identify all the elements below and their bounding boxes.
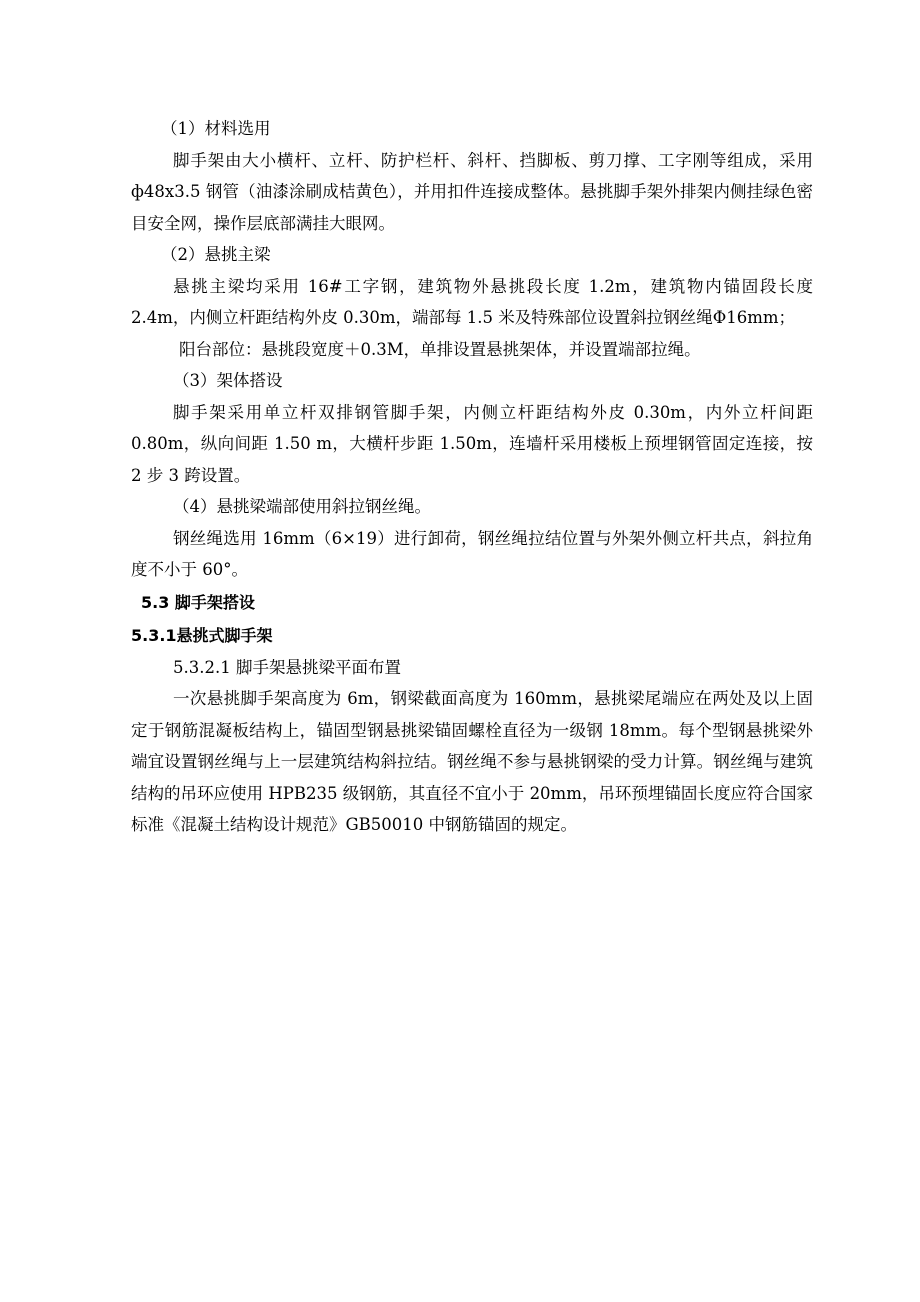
paragraph-frame-erection: 脚手架采用单立杆双排钢管脚手架，内侧立杆距结构外皮 0.30m，内外立杆间距 0.80m，纵向间距 1.50 m，大横杆步距 1.50m，连墙杆采用楼板上预埋钢管固定连接，按 2 步 3 跨设置。	[131, 402, 813, 485]
paragraph-cantilever-beam: 悬挑主梁均采用 16#工字钢，建筑物外悬挑段长度 1.2m，建筑物内锚固段长度 2.4m，内侧立杆距结构外皮 0.30m，端部每 1.5 米及特殊部位设置斜拉钢丝绳Φ16mm；	[131, 276, 813, 327]
section-title-5-3: 5.3 脚手架搭设	[141, 592, 255, 612]
paragraph-cantilever-layout: 一次悬挑脚手架高度为 6m，钢梁截面高度为 160mm，悬挑梁尾端应在两处及以上固定于钢筋混凝板结构上，锚固型钢悬挑梁锚固螺栓直径为一级钢 18mm。每个型钢悬挑梁外端宜设置钢丝绳与上一层建筑结构斜拉结。钢丝绳不参与悬挑钢梁的受力计算。钢丝绳与建筑结构的吊环应使用 HPB235 级钢筋，其直径不宜小于 20mm，吊环预埋锚固长度应符合国家标准《混凝土结构设计规范》GB50010 中钢筋锚固的规定。	[131, 689, 813, 834]
subheading-materials: （1）材料选用	[161, 119, 271, 138]
paragraph-wire-rope: 钢丝绳选用 16mm（6×19）进行卸荷，钢丝绳拉结位置与外架外侧立杆共点，斜拉角度不小于 60°。	[131, 528, 813, 579]
document-body	[131, 113, 813, 841]
subsection-5-3-2-1: 5.3.2.1 脚手架悬挑梁平面布置	[173, 657, 401, 677]
subheading-cantilever-beam: （2）悬挑主梁	[161, 245, 271, 264]
subheading-frame-erection: （3）架体搭设	[173, 371, 283, 390]
subheading-wire-rope: （4）悬挑梁端部使用斜拉钢丝绳。	[173, 497, 431, 516]
paragraph-balcony: 阳台部位：悬挑段宽度＋0.3M，单排设置悬挑架体，并设置端部拉绳。	[179, 339, 701, 359]
paragraph-materials: 脚手架由大小横杆、立杆、防护栏杆、斜杆、挡脚板、剪刀撑、工字刚等组成，采用 ф48x3.5 钢管（油漆涂刷成桔黄色），并用扣件连接成整体。悬挑脚手架外排架内侧挂绿色密目安全网，操作层底部满挂大眼网。	[131, 150, 813, 233]
section-title-5-3-1: 5.3.1悬挑式脚手架	[131, 625, 273, 645]
